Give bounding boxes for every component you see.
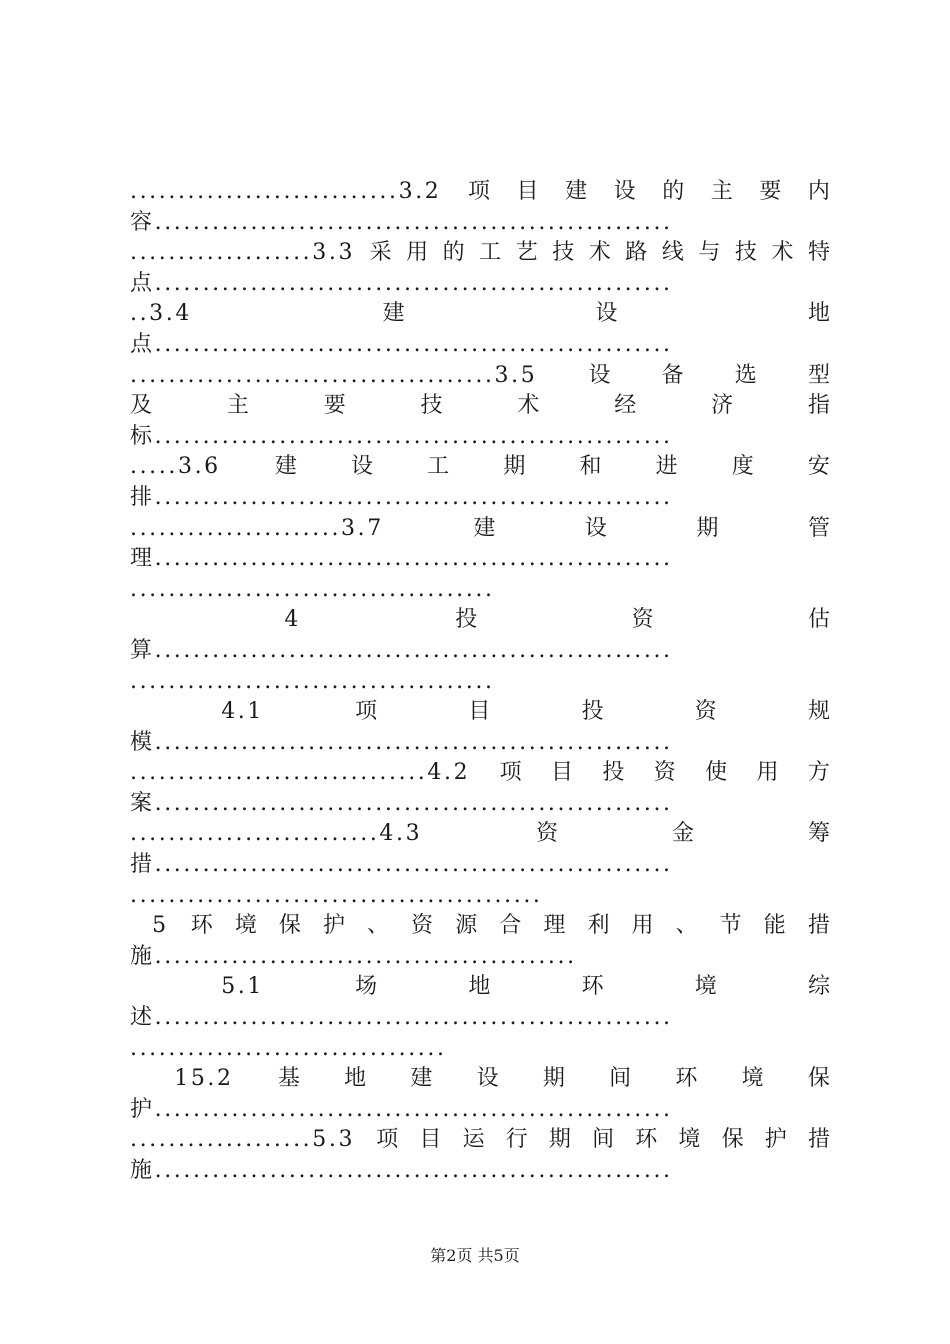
toc-line: [130, 605, 830, 636]
toc-line: [130, 1125, 830, 1156]
toc-text: 标......................................................: [130, 423, 673, 449]
toc-line: [130, 972, 830, 1003]
toc-line: [130, 330, 830, 361]
toc-text: 投: [455, 607, 478, 633]
toc-text: 利: [587, 913, 610, 939]
toc-text: 境: [694, 974, 717, 1000]
toc-text: 使: [705, 760, 728, 786]
toc-text: 设: [476, 1066, 499, 1092]
toc-text: 设: [595, 301, 618, 327]
toc-text: 节: [719, 913, 742, 939]
toc-text: 案......................................................: [130, 790, 673, 816]
toc-text: 术: [588, 240, 611, 266]
toc-text: 投: [581, 699, 604, 725]
toc-text: 模......................................................: [130, 729, 673, 755]
toc-text: 4.1: [221, 699, 264, 725]
toc-line: [130, 514, 830, 545]
toc-text: 项: [467, 179, 490, 204]
toc-text: 管: [807, 515, 830, 541]
toc-line: [130, 697, 830, 728]
toc-line: [130, 1064, 830, 1095]
toc-text: 建: [410, 1066, 433, 1092]
toc-text: ......................................: [130, 576, 495, 602]
toc-text: 技: [734, 240, 757, 266]
toc-text: 用: [631, 913, 654, 939]
toc-text: 述......................................................: [130, 1005, 673, 1031]
toc-text: 设: [351, 454, 374, 480]
toc-text: 与: [698, 240, 721, 266]
toc-text: 工: [479, 240, 502, 266]
toc-text: 设: [588, 362, 611, 388]
toc-text: 间: [592, 1127, 615, 1153]
toc-line: [130, 391, 830, 422]
toc-text: 建: [565, 179, 588, 204]
toc-text: 期: [542, 1066, 565, 1092]
toc-line: [130, 452, 830, 483]
toc-text: 要: [759, 179, 782, 204]
toc-text: ..........................4.3: [130, 821, 423, 847]
toc-text: 地: [807, 301, 830, 327]
toc-text: 场: [355, 974, 378, 1000]
toc-line: [130, 422, 830, 453]
toc-text: 能: [763, 913, 786, 939]
toc-text: 合: [499, 913, 522, 939]
toc-text: 度: [731, 454, 754, 480]
toc-text: 资: [694, 699, 717, 725]
toc-text: 源: [455, 913, 478, 939]
toc-line: [130, 269, 830, 300]
toc-text: 、: [675, 913, 698, 939]
toc-text: 目: [468, 699, 491, 725]
toc-text: 保: [807, 1066, 830, 1092]
toc-text: 项: [355, 699, 378, 725]
toc-line: [130, 819, 830, 850]
toc-text: 措......................................................: [130, 852, 673, 878]
toc-line: [130, 758, 830, 789]
toc-text: 境: [678, 1127, 701, 1153]
toc-text: 措: [807, 1127, 830, 1153]
toc-text: 5.1: [221, 974, 264, 1000]
toc-text: ............................3.2: [130, 179, 442, 204]
toc-text: 用: [756, 760, 779, 786]
toc-text: .....3.6: [130, 454, 221, 480]
toc-text: 目: [550, 760, 573, 786]
toc-text: 主: [226, 393, 249, 419]
toc-text: 选: [734, 362, 757, 388]
toc-text: 境: [741, 1066, 764, 1092]
toc-text: 用: [406, 240, 429, 266]
toc-text: 措: [807, 913, 830, 939]
toc-text: 投: [602, 760, 625, 786]
toc-text: 容......................................................: [130, 209, 673, 235]
toc-text: 资: [411, 913, 434, 939]
toc-text: 、: [367, 913, 390, 939]
toc-text: 设: [584, 515, 607, 541]
toc-text: 间: [609, 1066, 632, 1092]
toc-text: 设: [613, 179, 636, 204]
toc-text: 的: [442, 240, 465, 266]
toc-text: 技: [552, 240, 575, 266]
toc-text: 济: [711, 393, 734, 419]
toc-text: 护......................................................: [130, 1096, 673, 1122]
toc-text: 规: [807, 699, 830, 725]
toc-text: 经: [614, 393, 637, 419]
toc-text: 期: [548, 1127, 571, 1153]
toc-text: 期: [503, 454, 526, 480]
toc-text: 保: [721, 1127, 744, 1153]
toc-text: 备: [661, 362, 684, 388]
toc-text: 建: [382, 301, 405, 327]
toc-text: 基: [277, 1066, 300, 1092]
toc-text: 指: [807, 393, 830, 419]
toc-text: 5: [152, 913, 169, 939]
toc-text: 点......................................................: [130, 331, 673, 357]
toc-text: 运: [462, 1127, 485, 1153]
toc-text: 方: [807, 760, 830, 786]
toc-text: 和: [579, 454, 602, 480]
toc-text: 排......................................................: [130, 484, 673, 510]
toc-line: [130, 575, 830, 606]
toc-text: 型: [807, 362, 830, 388]
toc-text: 算......................................................: [130, 637, 673, 663]
toc-line: [130, 728, 830, 759]
toc-text: ..3.4: [130, 301, 192, 327]
toc-text: 艺: [515, 240, 538, 266]
toc-text: 点......................................................: [130, 270, 673, 296]
toc-line: [130, 667, 830, 698]
toc-text: 要: [323, 393, 346, 419]
toc-text: 护: [322, 913, 345, 939]
toc-line: [130, 942, 830, 973]
toc-text: 保: [278, 913, 301, 939]
toc-line: [130, 1003, 830, 1034]
toc-text: 地: [344, 1066, 367, 1092]
toc-text: 特: [807, 240, 830, 266]
toc-line: [130, 238, 830, 269]
toc-text: 术: [771, 240, 794, 266]
toc-text: 施......................................................: [130, 1158, 673, 1183]
toc-text: 环: [190, 913, 213, 939]
toc-text: 项: [376, 1127, 399, 1153]
toc-text: 及: [130, 393, 153, 419]
toc-text: ......................................: [130, 668, 495, 694]
toc-text: 环: [635, 1127, 658, 1153]
toc-text: 目: [419, 1127, 442, 1153]
toc-text: ...................5.3: [130, 1127, 356, 1153]
toc-text: 进: [655, 454, 678, 480]
toc-line: [130, 911, 830, 942]
toc-line: [130, 544, 830, 575]
toc-line: [130, 850, 830, 881]
toc-text: 环: [675, 1066, 698, 1092]
toc-text: 目: [516, 179, 539, 204]
toc-text: 资: [631, 607, 654, 633]
toc-line: [130, 299, 830, 330]
toc-text: 4: [284, 607, 301, 633]
toc-line: [130, 177, 830, 208]
toc-text: 工: [427, 454, 450, 480]
toc-text: 主: [710, 179, 733, 204]
toc-line: [130, 1095, 830, 1126]
toc-line: [130, 483, 830, 514]
toc-text: 资: [653, 760, 676, 786]
toc-text: ......................................3.5: [130, 362, 538, 388]
toc-text: 期: [696, 515, 719, 541]
toc-text: 路: [625, 240, 648, 266]
toc-text: 内: [807, 179, 830, 204]
toc-text: 资: [536, 821, 559, 847]
toc-text: 的: [662, 179, 685, 204]
toc-text: 项: [499, 760, 522, 786]
toc-text: 金: [672, 821, 695, 847]
toc-text: 线: [661, 240, 684, 266]
toc-line: [130, 1034, 830, 1065]
toc-text: 地: [468, 974, 491, 1000]
toc-line: [130, 361, 830, 392]
toc-line: [130, 789, 830, 820]
toc-text: 估: [807, 607, 830, 633]
toc-line: [130, 208, 830, 239]
page-footer: 第2页 共5页: [430, 1246, 520, 1265]
toc-text: .................................: [130, 1035, 447, 1061]
toc-line: [130, 881, 830, 912]
toc-text: 理: [543, 913, 566, 939]
toc-text: 建: [274, 454, 297, 480]
toc-text: 建: [473, 515, 496, 541]
toc-text: 技: [420, 393, 443, 419]
toc-line: [130, 1156, 830, 1187]
toc-text: 理......................................................: [130, 546, 673, 572]
toc-text: ......................3.7: [130, 515, 384, 541]
toc-text: ...........................................: [130, 882, 543, 908]
toc-text: 综: [807, 974, 830, 1000]
toc-text: 行: [505, 1127, 528, 1153]
toc-text: 术: [517, 393, 540, 419]
toc-text: 施............................................: [130, 943, 577, 969]
toc-line: [130, 636, 830, 667]
toc-text: 筹: [807, 821, 830, 847]
toc-text: 护: [764, 1127, 787, 1153]
toc-text: 安: [807, 454, 830, 480]
toc-text: 环: [581, 974, 604, 1000]
table-of-contents: [130, 177, 830, 1187]
toc-text: 采: [369, 240, 392, 266]
toc-text: ...............................4.2: [130, 760, 471, 786]
toc-text: 境: [234, 913, 257, 939]
toc-text: 15.2: [174, 1066, 234, 1092]
toc-text: ...................3.3: [130, 240, 356, 266]
